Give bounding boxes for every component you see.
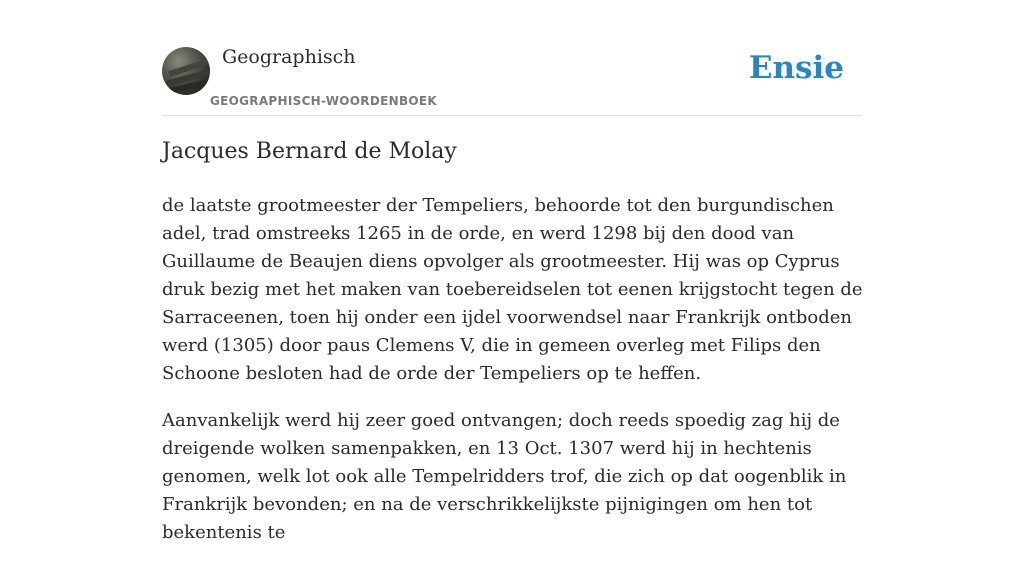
article-title: Jacques Bernard de Molay: [162, 139, 457, 164]
source-subtitle-link[interactable]: GEOGRAPHISCH-WOORDENBOEK: [210, 94, 437, 108]
source-name-link[interactable]: Geographisch: [222, 46, 356, 68]
header-divider: [162, 115, 862, 116]
brand-logo[interactable]: Ensie: [748, 50, 844, 86]
source-avatar[interactable]: [162, 47, 210, 95]
article-paragraph: de laatste grootmeester der Tempeliers, behoorde tot den burgundischen adel, trad omstreeks 1265 in de orde, en werd 1298 bij den dood van Guillaume de Beaujen diens opvolger als grootmeester. Hij was op Cyprus druk bezig met het maken van toebereidselen tot eenen krijgstocht tegen de Sarraceenen, toen hij onder een ijdel voorwendsel naar Frankrijk ontboden werd (1305) door paus Clemens V, die in gemeen overleg met Filips den Schoone besloten had de orde der Tempeliers op te heffen.: [162, 195, 863, 384]
site-header: [162, 0, 862, 116]
article-body: [162, 192, 867, 566]
article-paragraph: Aanvankelijk werd hij zeer goed ontvangen; doch reeds spoedig zag hij de dreigende wolken samenpakken, en 13 Oct. 1307 werd hij in hechtenis genomen, welk lot ook alle Tempelridders trof, die zich op dat oogenblik in Frankrijk bevonden; en na de verschrikkelijkste pijnigingen om hen tot bekentenis te: [162, 410, 847, 543]
